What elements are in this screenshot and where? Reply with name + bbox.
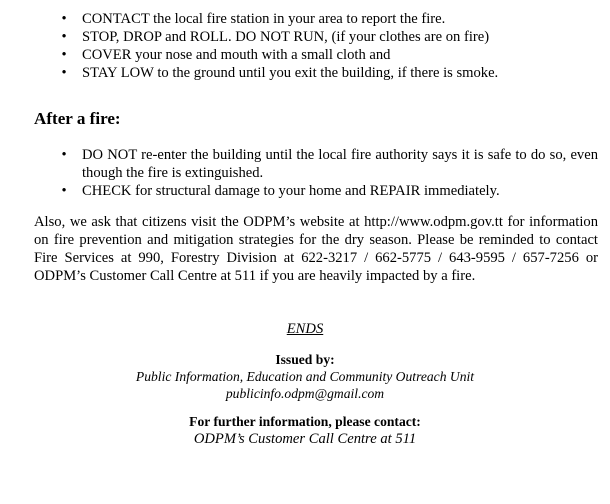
- list-item: [0, 10, 610, 28]
- contact-value: ODPM’s Customer Call Centre at 511: [193, 431, 417, 447]
- list-item-text: COVER your nose and mouth with a small cloth and: [82, 47, 391, 63]
- issued-by-email: publicinfo.odpm@gmail.com: [225, 386, 385, 401]
- bullet-icon: •: [61, 11, 67, 27]
- issued-by-unit: Public Information, Education and Community Outreach Unit: [135, 369, 475, 384]
- list-item: [0, 46, 610, 64]
- bullet-icon: •: [61, 47, 67, 63]
- list-item-text: CHECK for structural damage to your home and REPAIR immediately.: [82, 183, 500, 199]
- issued-by-label: Issued by:: [275, 352, 335, 367]
- after-fire-list: [0, 146, 610, 200]
- list-item-text: CONTACT the local fire station in your area to report the fire.: [82, 11, 446, 27]
- bullet-icon: •: [61, 29, 67, 45]
- bullet-icon: •: [61, 183, 67, 199]
- ends-marker: ENDS: [286, 321, 324, 337]
- list-item-text: DO NOT re-enter the building until the local fire authority says it is safe to do so, even though the fire is extinguished.: [82, 147, 598, 181]
- list-item: [0, 146, 610, 182]
- list-item-text: STOP, DROP and ROLL. DO NOT RUN, (if your clothes are on fire): [82, 29, 490, 45]
- bullet-icon: •: [61, 65, 67, 81]
- list-item-text: STAY LOW to the ground until you exit the building, if there is smoke.: [82, 65, 499, 81]
- contact-label: For further information, please contact:: [189, 414, 421, 429]
- during-fire-list: [0, 10, 610, 82]
- list-item: [0, 182, 610, 200]
- bullet-icon: •: [61, 147, 67, 163]
- list-item: [0, 64, 610, 82]
- after-fire-heading: After a fire:: [34, 109, 121, 128]
- closing-paragraph: Also, we ask that citizens visit the ODPM’s website at http://www.odpm.gov.tt for information on fire prevention and mitigation strategies for the dry season. Please be reminded to contact Fire Services at 990, Forestry Division at 622-3217 / 662-5775 / 643-9595 / 657-7256 or ODPM’s Customer Call Centre at 511 if you are heavily impacted by a fire.: [34, 214, 598, 284]
- list-item: [0, 28, 610, 46]
